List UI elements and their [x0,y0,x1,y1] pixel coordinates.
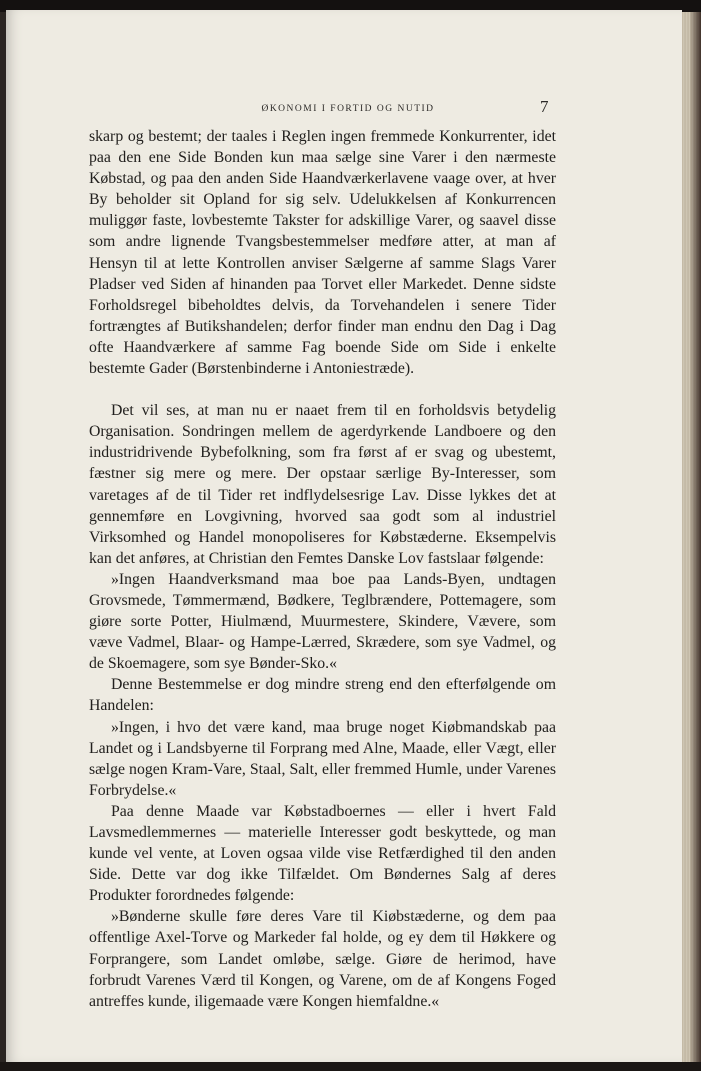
quote-bonderne: »Bønderne skulle føre deres Vare til Kiøbstæderne, og dem paa offentlige Axel-Torve og Markeder fal holde, og ey dem til Høkkere og Forprangere, som Landet omløbe, sælge. Giøre de herimod, have forbrudt Varenes Værd til Kongen, og Varene, om de af Kongens Foged antreffes kunde, iligemaade være Kongen hiemfaldne.« [89,908,556,1010]
quote-kiobmandskab: »Ingen, i hvo det være kand, maa bruge noget Kiøbmandskab paa Landet og i Landsbyerne til Forprang med Alne, Maade, eller Vægt, eller sælge nogen Kram-Vare, Staal, Salt, eller fremmed Humle, under Varenes Forbrydelse.« [89,718,556,799]
running-head: ØKONOMI I FORTID OG NUTID [261,104,435,114]
scan-border-bottom [0,1062,701,1071]
paragraph-continued: skarp og bestemt; der taales i Reglen ingen fremmede Konkurrenter, idet paa den ene Side Bonden kun maa sælge sine Varer i den nærmeste Købstad, og paa den anden Side Haandværkerlavene vaage over, at hver By beholder sit Opland for sig selv. Udelukkelsen af Konkurrencen muliggør faste, lovbestemte Takster for adskillige Varer, og saavel disse som andre lignende Tvangsbestemmelser medføre atter, at man af Hensyn til at lette Kontrollen anviser Sælgerne af samme Slags Varer Pladser ved Siden af hinanden paa Torvet eller Markedet. Denne sidste Forholdsregel bibeholdtes delvis, da Torvehandelen i senere Tider fortrængtes af Butikshandelen; derfor finder man endnu den Dag i Dag ofte Haandværkere af samme Fag boende Side om Side i enkelte bestemte Gader (Børstenbinderne i Antoniestræde). [89,128,556,378]
page-number: 7 [540,97,549,116]
quote-haandverksmand: »Ingen Haandverksmand maa boe paa Lands-Byen, undtagen Grovsmede, Tømmermænd, Bødkere, Teglbrændere, Pottemagere, som giøre sorte Potter, Hiulmænd, Muurmestere, Skindere, Vævere, som væve Vadmel, Blaar- og Hampe-Lærred, Skrædere, som sye Vadmel, og de Skoemagere, som sye Bønder-Sko.« [89,570,556,673]
paragraph-organisation: Det vil ses, at man nu er naaet frem til en forholdsvis betydelig Organisation. Sondringen mellem de agerdyrkende Landboere og den industridrivende Bybefolkning, som fra først af er svag og ubestemt, fæstner sig mere og mere. Der opstaar særlige By-Interesser, som varetages af de til Tider ret indflydelsesrige Lav. Disse lykkes det at gennemføre en Lovgivning, hvorved saa godt som al industriel Virksomhed og Handel monopoliseres for Købstæderne. Eksempelvis kan det anføres, at Christian den Femtes Danske Lov fastslaar følgende: [89,402,556,567]
paragraph-kobstadboerne: Paa denne Maade var Købstadboernes — eller i hvert Fald Lavsmedlemmernes — materielle Interesser godt beskyttede, og man kunde vel vente, at Loven ogsaa vilde vise Retfærdighed til den anden Side. Dette var dog ikke Tilfældet. Om Bøndernes Salg af deres Produkter forordnedes følgende: [89,802,556,905]
paragraph-bestemmelse: Denne Bestemmelse er dog mindre streng end den efterfølgende om Handelen: [89,676,556,715]
body-text [89,126,556,1012]
page-edge-shadow [690,12,701,1062]
